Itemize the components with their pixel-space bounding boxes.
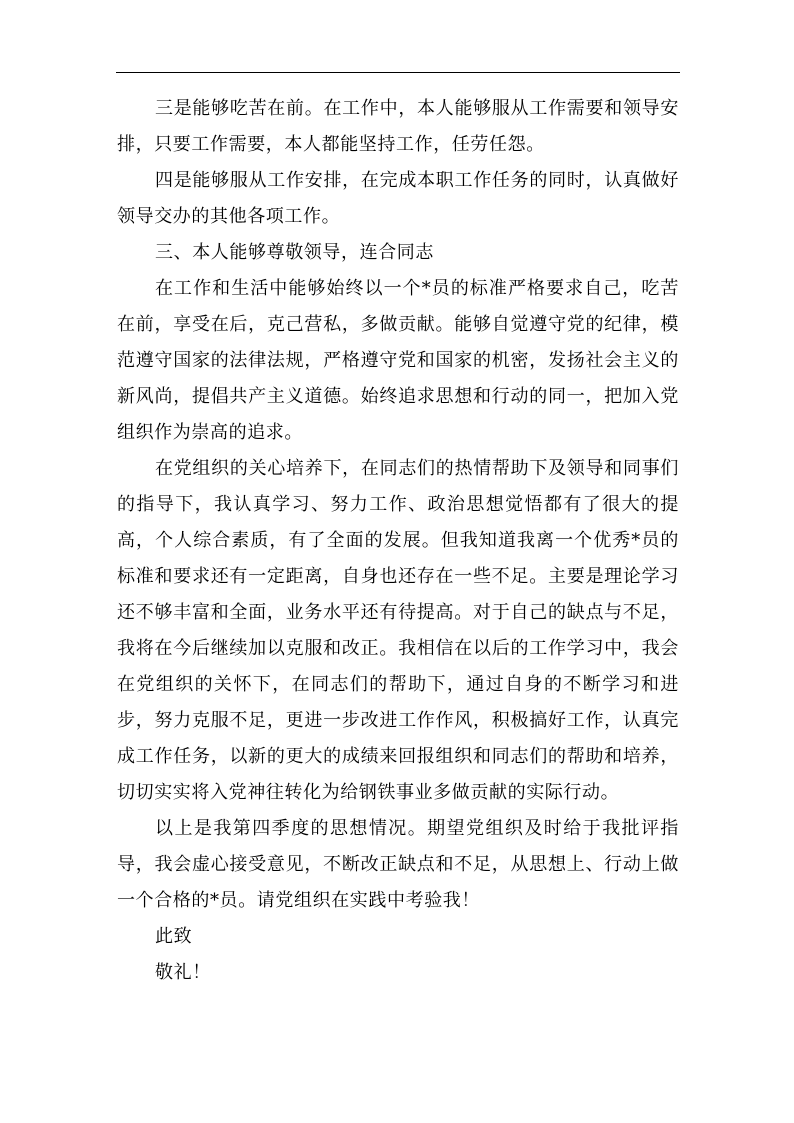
paragraph-point-three: 三是能够吃苦在前。在工作中，本人能够服从工作需要和领导安排，只要工作需要，本人都能坚持工作，任劳任怨。 [117, 98, 679, 155]
header-rule [116, 72, 680, 73]
paragraph-conclusion: 以上是我第四季度的思想情况。期望党组织及时给于我批评指导，我会虚心接受意见，不断改正缺点和不足，从思想上、行动上做一个合格的*员。请党组织在实践中考验我！ [117, 818, 679, 911]
closing-salutation: 此致 [155, 926, 193, 947]
closing-regards: 敬礼！ [155, 962, 211, 983]
paragraph-point-four: 四是能够服从工作安排，在完成本职工作任务的同时，认真做好领导交办的其他各项工作。 [117, 170, 679, 227]
section-heading-three: 三、本人能够尊敬领导，连合同志 [155, 242, 434, 263]
paragraph-conduct: 在工作和生活中能够始终以一个*员的标准严格要求自己，吃苦在前，享受在后，克己营私，多做贡献。能够自觉遵守党的纪律，模范遵守国家的法律法规，严格遵守党和国家的机密，发扬社会主义的新风尚，提倡共产主义道德。始终追求思想和行动的同一，把加入党组织作为崇高的追求。 [117, 278, 679, 443]
document-body [117, 91, 679, 991]
paragraph-growth: 在党组织的关心培养下，在同志们的热情帮助下及领导和同事们的指导下，我认真学习、努力工作、政治思想觉悟都有了很大的提高，个人综合素质，有了全面的发展。但我知道我离一个优秀*员的标准和要求还有一定距离，自身也还存在一些不足。主要是理论学习还不够丰富和全面，业务水平还有待提高。对于自己的缺点与不足，我将在今后继续加以克服和改正。我相信在以后的工作学习中，我会在党组织的关怀下，在同志们的帮助下，通过自身的不断学习和进步，努力克服不足，更进一步改进工作作风，积极搞好工作，认真完成工作任务，以新的更大的成绩来回报组织和同志们的帮助和培养，切切实实将入党神往转化为给钢铁事业多做贡献的实际行动。 [117, 458, 679, 803]
